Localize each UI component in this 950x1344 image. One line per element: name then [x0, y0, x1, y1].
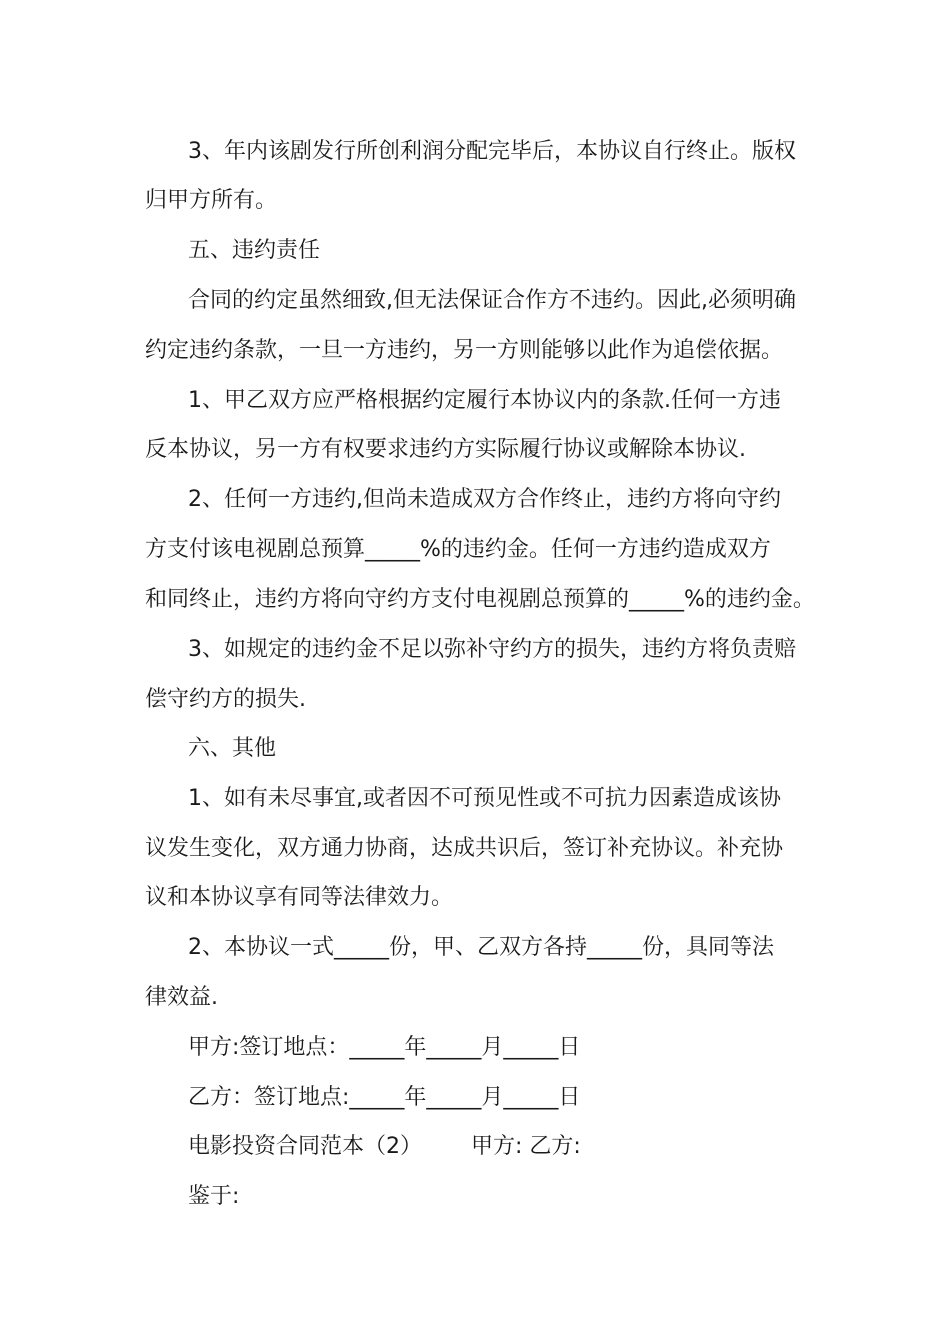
signature-line-party-a: 甲方:签订地点：_____年_____月_____日 [188, 1035, 581, 1060]
paragraph-line: 律效益. [145, 985, 218, 1010]
contract-title-line: 电影投资合同范本（2） 甲方: 乙方: [188, 1134, 581, 1159]
paragraph-line: 归甲方所有。 [145, 188, 278, 213]
paragraph-line: 议和本协议享有同等法律效力。 [145, 885, 454, 910]
paragraph-line: 反本协议，另一方有权要求违约方实际履行协议或解除本协议. [145, 437, 746, 462]
paragraph-line: 议发生变化，双方通力协商，达成共识后，签订补充协议。补充协 [145, 836, 784, 861]
paragraph-line: 方支付该电视剧总预算_____%的违约金。任何一方违约造成双方 [145, 537, 771, 562]
paragraph-line: 1、甲乙双方应严格根据约定履行本协议内的条款.任何一方违 [188, 388, 781, 413]
paragraph-line: 1、如有未尽事宜,或者因不可预见性或不可抗力因素造成该协 [188, 786, 781, 811]
paragraph-line: 合同的约定虽然细致,但无法保证合作方不违约。因此,必须明确 [188, 288, 796, 313]
paragraph-line: 和同终止，违约方将向守约方支付电视剧总预算的_____%的违约金。 [145, 587, 815, 612]
paragraph-line: 3、如规定的违约金不足以弥补守约方的损失，违约方将负责赔 [188, 637, 796, 662]
signature-line-party-b: 乙方：签订地点:_____年_____月_____日 [188, 1085, 581, 1110]
section-heading: 六、其他 [188, 736, 277, 761]
section-heading: 五、违约责任 [188, 238, 321, 263]
paragraph-line: 3、年内该剧发行所创利润分配完毕后，本协议自行终止。版权 [188, 139, 796, 164]
paragraph-line: 2、任何一方违约,但尚未造成双方合作终止，违约方将向守约 [188, 487, 781, 512]
paragraph-line: 2、本协议一式_____份，甲、乙双方各持_____份，具同等法 [188, 935, 774, 960]
paragraph-line: 偿守约方的损失. [145, 687, 306, 712]
paragraph-line: 约定违约条款，一旦一方违约，另一方则能够以此作为追偿依据。 [145, 338, 784, 363]
paragraph-line: 鉴于: [188, 1184, 240, 1209]
